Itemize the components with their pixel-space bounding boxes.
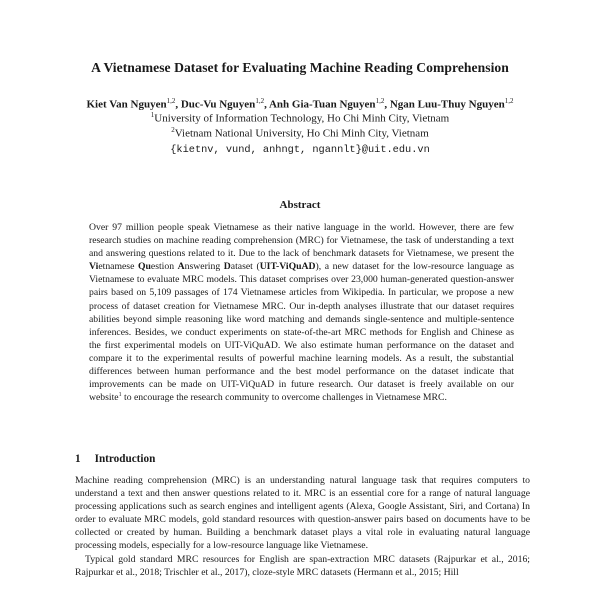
author-affiliation-mark: 1,2 bbox=[255, 97, 265, 105]
footnote-mark: 1 bbox=[118, 391, 122, 398]
author-name: Ngan Luu-Thuy Nguyen bbox=[389, 98, 505, 111]
abstract-text: etnamese bbox=[98, 261, 138, 273]
abstract-text: Over 97 million people speak Vietnamese as their native language in the world. However, there are few research studies on machine reading comprehension (MRC) for Vietnamese, the task of understanding a text and answering questions related to it. Due to the lack of benchmark datasets for Vietnamese, we present the bbox=[89, 222, 514, 260]
author-name: Kiet Van Nguyen bbox=[86, 98, 167, 111]
affiliation-text: Vietnam National University, Ho Chi Minh City, Vietnam bbox=[174, 127, 429, 140]
author-affiliation-mark: 1,2 bbox=[375, 97, 385, 105]
affiliation-text: University of Information Technology, Ho Chi Minh City, Vietnam bbox=[154, 112, 450, 125]
dataset-name: UIT-ViQuAD bbox=[259, 261, 316, 273]
section-heading-introduction bbox=[75, 453, 155, 465]
affiliation-mark: 2 bbox=[171, 126, 175, 134]
introduction-body bbox=[75, 474, 530, 579]
author-name: Anh Gia-Tuan Nguyen bbox=[268, 98, 376, 111]
author-name: Duc-Vu Nguyen bbox=[180, 98, 256, 111]
abstract-text: estion bbox=[150, 261, 178, 273]
dataset-acronym-letter: A bbox=[177, 261, 185, 273]
dataset-acronym-letter: D bbox=[223, 261, 231, 273]
abstract-heading: Abstract bbox=[279, 199, 321, 211]
introduction-paragraph: Machine reading comprehension (MRC) is an understanding natural language task that requires computers to understand a text and then answer questions related to it. MRC is an essential core for a range of natural language processing applications such as search engines and intelligent agents (Alexa, Google Assistant, Siri, and Cortana) In order to evaluate MRC models, gold standard resources with question-answer pairs based on documents have to be collected or created by human. Building a benchmark dataset plays a vital role in evaluating natural language processing models, especially for a low-resource language like Vietnamese. bbox=[75, 475, 530, 552]
affiliation-1 bbox=[0, 111, 600, 125]
abstract-body bbox=[89, 221, 514, 404]
author-emails: {kietnv, vund, anhngt, ngannlt}@uit.edu.vn bbox=[170, 144, 430, 156]
abstract-text: ataset ( bbox=[230, 261, 260, 273]
author-affiliation-mark: 1,2 bbox=[166, 97, 176, 105]
paper-title: A Vietnamese Dataset for Evaluating Machine Reading Comprehension bbox=[91, 60, 509, 75]
affiliation-2 bbox=[0, 126, 600, 140]
affiliation-mark: 1 bbox=[150, 111, 155, 119]
section-title: Introduction bbox=[94, 453, 156, 465]
abstract-text: to encourage the research community to overcome challenges in Vietnamese MRC. bbox=[121, 392, 447, 404]
abstract-text: nswering bbox=[184, 261, 224, 273]
abstract-text: ), a new dataset for the low-resource language as Vietnamese to evaluate MRC models. This dataset comprises over 23,000 human-generated question-answer pairs based on 5,109 passages of 174 Vietnamese articles from Wikipedia. In particular, we propose a new process of dataset creation for Vietnamese MRC. Our in-depth analyses illustrate that our dataset requires abilities beyond simple reasoning like word matching and demands single-sentence and multiple-sentence inferences. Besides, we conduct experiments on state-of-the-art MRC methods for English and Chinese as the first experimental models on UIT-ViQuAD. We also estimate human performance on the dataset and compare it to the experimental results of powerful machine learning models. As a result, the substantial differences between human performance and the best model performance on the dataset indicate that improvements can be made on UIT-ViQuAD in future research. Our dataset is freely available on our website bbox=[89, 261, 515, 404]
introduction-paragraph: Typical gold standard MRC resources for English are span-extraction MRC datasets (Rajpurkar et al., 2016; Rajpurkar et al., 2018; Trischler et al., 2017), cloze-style MRC datasets (Hermann et al., 2015; Hill bbox=[75, 553, 530, 578]
author-affiliation-mark: 1,2 bbox=[504, 97, 514, 105]
section-number: 1 bbox=[75, 453, 81, 465]
dataset-acronym-letter: Qu bbox=[137, 261, 151, 273]
dataset-acronym-letter: Vi bbox=[89, 261, 99, 273]
author-list: Kiet Van Nguyen$^{1,2}$, Duc-Vu Nguyen$^{1,2}$, Anh Gia-Tuan Nguyen$^{1,2}$, Ngan Luu-Thuy Nguyen$^{1,2}$ bbox=[86, 97, 514, 111]
